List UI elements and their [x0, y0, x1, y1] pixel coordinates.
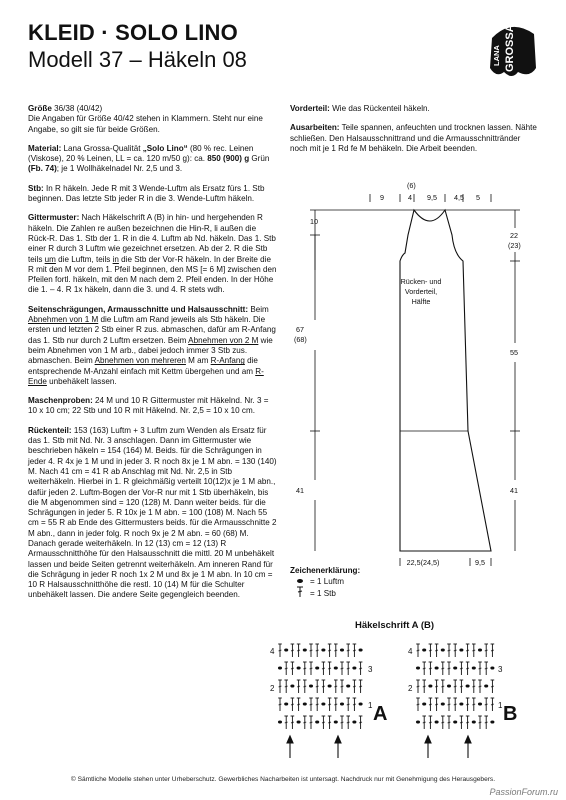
piece-label-2: Vorderteil, — [404, 287, 438, 296]
dim-bottom-95: 9,5 — [475, 558, 485, 567]
symbol-row-luftm: = 1 Luftm — [296, 575, 410, 587]
seiten-paragraph: Seitenschrägungen, Armausschnitte und Halsausschnitt: Beim Abnehmen von 1 M die Luftm am Rand jeweils als Stb häkeln. Die ersten und letzten 2 Stb einer R zus. abmaschen, dafür am R-Anfang das 1. Stb nur durch 2 Luftm ersetzen. Beim Abnehmen von 2 M wie beim Abnehmen von 1 M arb., dabei jedoch immer 3 Stb zus. abmaschen. Beim Abnehmen von mehreren M am R-Anfang die entsprechende M-Anzahl einfach mit Kettm übergehen und am R-Ende unbehäkelt lassen. — [28, 304, 276, 386]
svg-text:4: 4 — [408, 647, 413, 656]
groesse-paragraph: Größe 36/38 (40/42) Die Angaben für Größe 40/42 stehen in Klammern. Steht nur eine Angabe, so gilt sie für beide Größen. — [28, 104, 263, 134]
svg-text:1: 1 — [368, 701, 373, 710]
dim-left-67: 67 — [296, 325, 304, 334]
crochet-chart-a — [268, 636, 388, 764]
dim-right-55: 55 — [510, 348, 518, 357]
svg-text:GROSSA: GROSSA — [504, 24, 516, 72]
dim-top-95: 9,5 — [427, 193, 437, 202]
ausarbeiten-paragraph: Ausarbeiten: Teile spannen, anfeuchten und trocknen lassen. Nähte schließen. Den Halsausschnittrand und die Armausschnittränder noch mit je 1 Rd fe M behäkeln. Die Arbeit beenden. — [290, 123, 537, 153]
symbol-key — [290, 566, 410, 599]
svg-text:3: 3 — [368, 665, 373, 674]
vorderteil-paragraph: Vorderteil: Wie das Rückenteil häkeln. — [290, 104, 430, 113]
dim-right-22: 22 — [510, 231, 518, 240]
dim-left-10: 10 — [310, 217, 318, 226]
maschenproben-paragraph: Maschenproben: 24 M und 10 R Gittermuster mit Häkelnd. Nr. 3 = 10 x 10 cm; 22 Stb und 10 R mit Häkelnd. Nr. 2,5 = 10 x 10 cm. — [28, 396, 269, 416]
pattern-schematic — [290, 180, 540, 570]
dim-top-5: 5 — [476, 193, 480, 202]
dim-top-9: 9 — [380, 193, 384, 202]
svg-text:2: 2 — [408, 684, 413, 693]
svg-text:3: 3 — [498, 665, 503, 674]
left-column — [28, 104, 278, 610]
chart-letter-a: A — [373, 703, 388, 725]
chart-letter-b: B — [503, 703, 518, 725]
dim-top-45: 4,5 — [454, 193, 464, 202]
lana-grossa-logo — [482, 20, 540, 80]
gittermuster-paragraph: Gittermuster: Nach Häkelschrift A (B) in hin- und hergehenden R häkeln. Die Zahlen re außen bezeichnen die Hin-R, li außen die Rück-R. Das 1. Stb der 1. R in die 4. Luftm ab Nd. häkeln. Das 1. Stb einer R durch 3 Luftm wie gezeichnet ersetzen. Ab der 2. R die Stb teils um die Luftm, teils in die Stb der Vor-R häkeln. In der Breite die R mit den M vor dem 1. Pfeil beginnen, den MS [= 6 M] zwischen den Pfeilen fortl. häkeln, mit den M nach dem 2. Pfeil enden. In der Höhe die 1. – 4. R 1x häkeln, dann die 3. und 4. R stets wdh. — [28, 213, 277, 295]
piece-label-1: Rücken- und — [400, 277, 442, 286]
dim-top-4: 4 — [408, 193, 412, 202]
dim-top-paren: (6) — [407, 181, 416, 190]
symbol-key-title: Zeichenerklärung: — [290, 566, 361, 575]
page-title: KLEID · SOLO LINO — [28, 20, 238, 45]
double-crochet-icon — [296, 586, 310, 600]
material-paragraph: Material: Lana Grossa-Qualität „Solo Lino“ (80 % rec. Leinen (Viskose), 20 % Leinen, LL = ca. 120 m/50 g): ca. 850 (900) g Grün (Fb. 74); je 1 Wollhäkelnadel Nr. 2,5 und 3. — [28, 143, 270, 174]
svg-text:1: 1 — [498, 701, 503, 710]
svg-text:4: 4 — [270, 647, 275, 656]
piece-label-3: Hälfte — [411, 297, 431, 306]
page-subtitle: Modell 37 – Häkeln 08 — [28, 47, 247, 72]
dim-left-41: 41 — [296, 486, 304, 495]
dim-bottom-225: 22,5(24,5) — [406, 558, 440, 567]
dim-left-67b: (68) — [294, 335, 307, 344]
rueckenteil-paragraph: Rückenteil: 153 (163) Luftm + 3 Luftm zum Wenden als Ersatz für das 1. Stb mit Nd. Nr. 3 anschlagen. Dann im Gittermuster wie beschrieben häkeln = 154 (164) M. Beids. für die Schrägungen in jeder 4. R 4x je 1 M und in jeder 3. R noch 8x je 1 M abn. = 130 (140) M. Nach 41 cm = 41 R ab Anschlag mit Nd. Nr. 2,5 in Stb weiterhäkeln. Hierbei in 1. R gleichmäßig verteilt 10(12)x je 1 M abn., dafür jeden 2. Luftm-Bogen der Vor-R nur mit 1 Stb überhäkeln, bis die M abgenommen sind = 120 (128) M. Dann weiter beids. für die Schrägungen in jeder 5. R 10x je 1 M abn. = 100 (108) M. Nach 55 cm = 55 R ab Ende des Gittermusters beids. für die Armausschnitte 2 M abn., dann in jeder folg. R noch 9x je 2 M abn. = 60 (68) M. Danach gerade weiterhäkeln. In 12 (13) cm = 12 (13) R Armausschnitthöhe für den Halsausschnitt die mittl. 20 M unbehäkelt lassen und beide Seiten getrennt weiterhäkeln. Am inneren Rand für die Schrägung in jeder R noch 1x 2 M und 8x je 1 M abn. In 10 cm = 10 R Halsausschnitthöhe die restl. 10 (14) M für die Schulter unbehäkelt lassen. Die andere Seite gegengleich beenden. — [28, 425, 277, 600]
svg-text:2: 2 — [270, 684, 275, 693]
svg-text:LANA: LANA — [492, 45, 501, 66]
right-column — [290, 104, 540, 163]
dim-right-22b: (23) — [508, 241, 521, 250]
symbol-row-stb: = 1 Stb — [296, 587, 410, 599]
chart-title: Häkelschrift A (B) — [355, 620, 435, 631]
dim-right-41: 41 — [510, 486, 518, 495]
copyright-footer: © Sämtliche Modelle stehen unter Urheberschutz. Gewerbliches Nacharbeiten ist untersagt. Nachdruck nur mit Genehmigung des Herausgebers. — [70, 776, 496, 783]
stb-paragraph: Stb: In R häkeln. Jede R mit 3 Wende-Luftm als Ersatz fürs 1. Stb beginnen. Das letzte Stb jeder R in die 3. Wende-Luftm häkeln. — [28, 183, 265, 204]
crochet-chart-b — [406, 636, 526, 764]
watermark: PassionForum.ru — [489, 787, 558, 797]
chain-stitch-icon — [296, 577, 310, 586]
